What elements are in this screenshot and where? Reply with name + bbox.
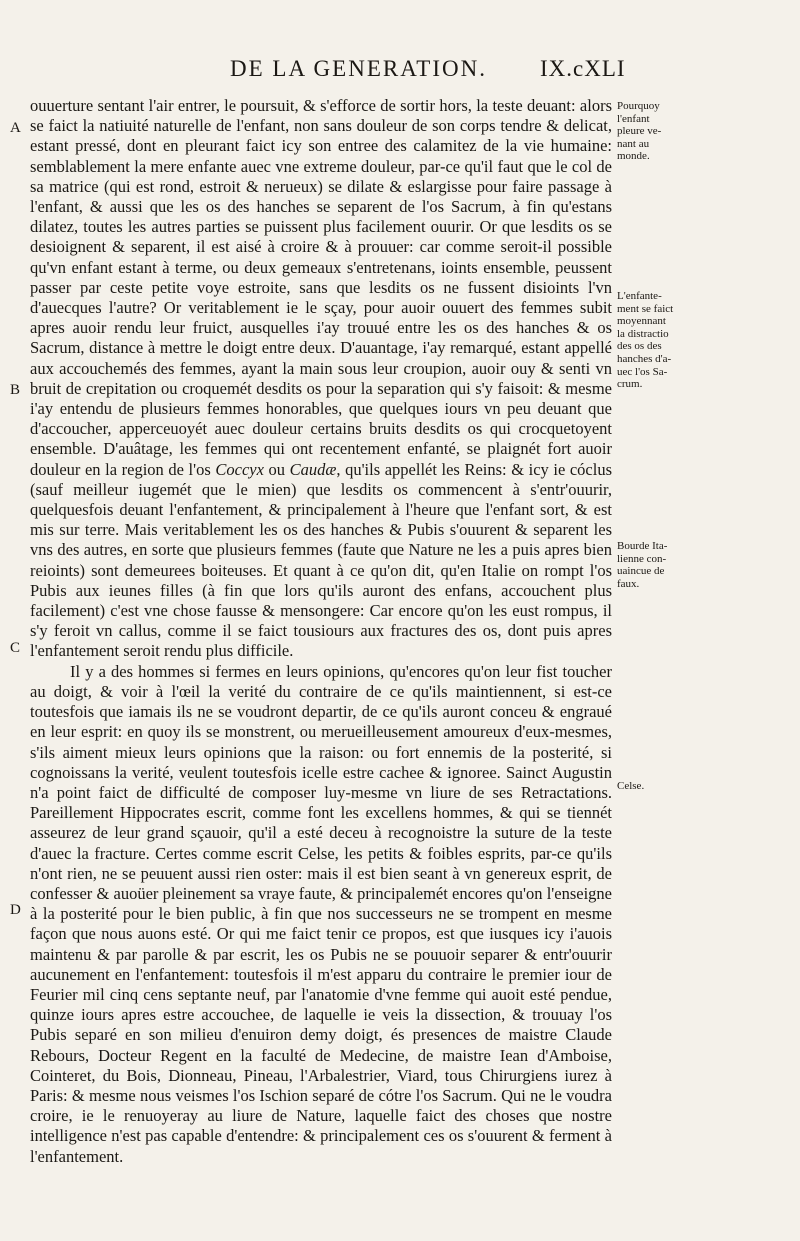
margin-note-pourquoy: Pourquoy l'enfant pleure ve- nant au monde.: [617, 100, 662, 163]
margin-letter-d: D: [10, 902, 21, 918]
paragraph-1: ouuerture sentant l'air entrer, le poursuit, & s'efforce de sortir hors, la teste deuant: alors se faict la natiuité naturelle de l'enfant, non sans douleur de son corps tendre & delicat, estant pressé, dont en pleurant faict icy son entree des calamitez de la vie humaine: semblablement la mere enfante auec vne extreme douleur, par-ce qu'il faut que le col de sa matrice (qui est rond, estroit & nerueux) se dilate & eslargisse pour faire passage à l'enfant, & aussi que les os des hanches se separent de l'os Sacrum, à fin qu'estans dilatez, toutes les autres parties se puissent plus facilement ouurir. Or que lesdits os se desioignent & separent, il est aisé à croire & à prouuer: car comme seroit-il possible qu'vn enfant estant à terme, ou deux gemeaux s'entretenans, ioints ensemble, peussent passer par ceste petite voye estroite, sans que lesdits os ne fussent disioints l'vn d'auecques l'autre? Or veritablement ie le sçay, pour auoir ouuert des femmes subit apres auoir rendu leur fruict, ausquelles i'ay trouué entre les os des hanches & os Sacrum, distance à mettre le doigt entre deux. D'auantage, i'ay remarqué, estant appellé aux accouchemés des femmes, ayant la main sous leur croupion, auoir ouy & senti vn bruit de crepitation ou croquemét desdits os pour la separation qui s'y faisoit: & mesme i'ay entendu de plusieurs femmes honorables, que quelques iours vn peu deuant que d'accoucher, apperceuoyét auec douleur certains bruits desdits os qui crocquetoyent ensemble. D'auâtage, les femmes qui ont recentement enfanté, se plaignét fort auoir douleur en la region de l'os Coccyx ou Caudæ, qu'ils appellét les Reins: & icy ie cóclus (sauf meilleur iugemét que le mien) que lesdits os commencent à s'entr'ouurir, quelquesfois deuant l'enfantement, & principalement à l'heure que l'enfant sort, & est mis sur terre. Mais veritablement les os des hanches & Pubis s'ouurent & separent les vns des autres, en sorte que plusieurs femmes (faute que Nature ne les a puis apres bien reioints) sont demeurees boiteuses. Et quant à ce qu'on dit, qu'en Italie on rompt l'os Pubis aux ieunes filles (à fin que lors qu'ils auront des enfans, accouchent plus facilement) c'est vne chose fausse & mensongere: Car encore qu'on les eust rompus, il s'y feroit vn callus, comme il se faict tousiours aux fractures des os, dont puis apres l'enfantement seroit rendu plus difficile.: [30, 96, 612, 661]
running-header: [230, 56, 640, 88]
paragraph-2: Il y a des hommes si fermes en leurs opinions, qu'encores qu'on leur fist toucher au doigt, & voir à l'œil la verité du contraire de ce qu'ils maintiennent, si est-ce toutesfois que iamais ils ne se voudront departir, de ce qu'ils auront conceu & engraué en leur esprit: en quoy ils se monstrent, ou merueilleusement amoureux d'eux-mesmes, s'ils aiment mieux leurs opinions que la raison: ou fort ennemis de la posterité, si cognoissans la verité, veulent toutesfois icelle estre cachee & ignoree. Sainct Augustin n'a point faict de difficulté de composer luy-mesme vn liure de ses Retractations. Pareillement Hippocrates escrit, comme font les excellens hommes, & qui se tiennét asseurez de leur grand sçauoir, qu'il a esté deceu à recognoistre la suture de la teste d'auec la fracture. Certes comme escrit Celse, les petits & foibles esprits, par-ce qu'ils n'ont rien, ne se peuuent aussi rien oster: mais il est bien seant à vn genereux esprit, de confesser & auoüer pleinement sa vraye faute, & principalemét encores qu'on l'enseigne à la posterité pour le bien public, à fin que nos successeurs ne se trompent en mesme façon que nous auons esté. Or qui me faict tenir ce propos, est que iusques icy i'auois maintenu & par parolle & par escrit, les os Pubis ne se pouuoir separer & entr'ouurir aucunement en l'enfantement: toutesfois il m'est apparu du contraire le premier iour de Feurier mil cinq cens septante neuf, par l'anatomie d'vne femme qui auoit esté pendue, quinze iours apres estre accouchee, de laquelle ie veis la dissection, & trouuay l'os Pubis separé en son milieu d'enuiron demy doigt, és presences de maistre Claude Rebours, Docteur Regent en la faculté de Medecine, de maistre Iean d'Amboise, Cointeret, du Bois, Dionneau, Pineau, l'Arbalestrier, Viard, tous Chirurgiens iurez à Paris: & mesme nous veismes l'os Ischion separé de cótre l'os Sacrum. Qui ne le voudra croire, ie le renuoyeray au liure de Nature, laquelle faict des choses que nostre intelligence n'est pas capable d'entendre: & principalement ces os s'ouurent & ferment à l'enfantement.: [30, 661, 612, 1166]
margin-letter-b: B: [10, 382, 21, 398]
running-title: DE LA GENERATION.: [230, 56, 487, 81]
margin-note-celse: Celse.: [617, 780, 645, 792]
margin-letter-a: A: [10, 120, 21, 136]
margin-note-enfantement: L'enfante- ment se faict moyennant la distractio des os des hanches d'a- uec l'os Sa- crum.: [617, 290, 674, 391]
margin-note-bourde: Bourde Ita- lienne con- uaincue de faux.: [617, 540, 668, 590]
folio-number: IX.cXLI: [540, 56, 626, 81]
italic-term-caudae: Caudæ: [289, 459, 337, 479]
main-text: [30, 96, 612, 1167]
italic-term-coccyx: Coccyx: [215, 459, 264, 479]
margin-letter-c: C: [10, 640, 21, 656]
